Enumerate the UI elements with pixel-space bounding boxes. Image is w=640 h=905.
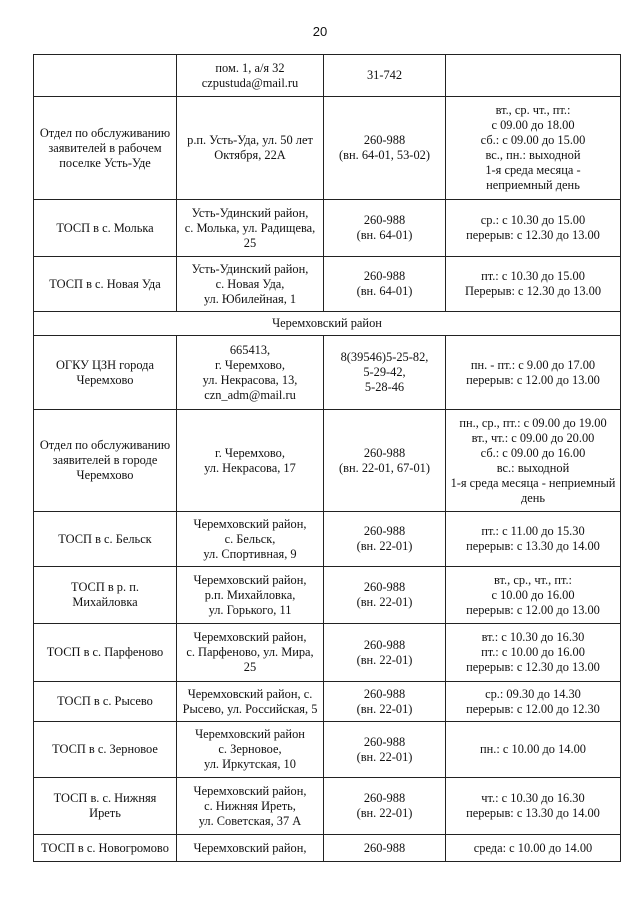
office-name-cell: ТОСП в с. Новогромово [34,835,177,862]
section-heading: Черемховский район [34,312,621,336]
table-row [34,336,621,410]
table-row [34,722,621,778]
table-row [34,55,621,97]
office-name-cell: ТОСП в с. Новая Уда [34,257,177,312]
office-name-cell: Отдел по обслуживанию заявителей в рабочем поселке Усть-Уде [34,97,177,200]
phone-cell: 260-988 (вн. 22-01) [324,778,446,835]
table-row [34,257,621,312]
address-cell: Черемховский район, с. Рысево, ул. Российская, 5 [177,682,324,722]
phone-cell: 260-988 (вн. 22-01) [324,624,446,682]
schedule-cell: пн.: с 10.00 до 14.00 [446,722,621,778]
office-name-cell: ТОСП в. с. Нижняя Иреть [34,778,177,835]
schedule-cell: вт., ср., чт., пт.: с 10.00 до 16.00 перерыв: с 12.00 до 13.00 [446,567,621,624]
address-cell: Черемховский район, с. Парфеново, ул. Мира, 25 [177,624,324,682]
schedule-cell: вт.: с 10.30 до 16.30 пт.: с 10.00 до 16.00 перерыв: с 12.30 до 13.00 [446,624,621,682]
office-name-cell: ТОСП в с. Молька [34,200,177,257]
office-name-cell: ТОСП в с. Рысево [34,682,177,722]
schedule-cell: ср.: 09.30 до 14.30 перерыв: с 12.00 до 12.30 [446,682,621,722]
table-row [34,682,621,722]
schedule-cell: пт.: с 11.00 до 15.30 перерыв: с 13.30 до 14.00 [446,512,621,567]
phone-cell: 260-988 (вн. 64-01) [324,200,446,257]
table-row [34,410,621,512]
schedule-cell: ср.: с 10.30 до 15.00 перерыв: с 12.30 до 13.00 [446,200,621,257]
phone-cell: 260-988 (вн. 22-01) [324,722,446,778]
phone-cell: 260-988 (вн. 22-01, 67-01) [324,410,446,512]
phone-cell: 8(39546)5-25-82, 5-29-42, 5-28-46 [324,336,446,410]
office-name-cell: ТОСП в с. Бельск [34,512,177,567]
schedule-cell: вт., ср. чт., пт.: с 09.00 до 18.00 сб.: с 09.00 до 15.00 вс., пн.: выходной 1-я среда месяца - неприемный день [446,97,621,200]
office-name-cell: ТОСП в с. Парфеново [34,624,177,682]
phone-cell: 31-742 [324,55,446,97]
schedule-cell: среда: с 10.00 до 14.00 [446,835,621,862]
table-row [34,624,621,682]
schedule-cell [446,55,621,97]
office-name-cell: ТОСП в р. п. Михайловка [34,567,177,624]
phone-cell: 260-988 (вн. 22-01) [324,682,446,722]
address-cell: р.п. Усть-Уда, ул. 50 лет Октября, 22А [177,97,324,200]
address-cell: Черемховский район, с. Бельск, ул. Спортивная, 9 [177,512,324,567]
schedule-cell: пн., ср., пт.: с 09.00 до 19.00 вт., чт.: с 09.00 до 20.00 сб.: с 09.00 до 16.00 вс.: выходной 1-я среда месяца - неприемный день [446,410,621,512]
table-row [34,778,621,835]
address-cell: Усть-Удинский район, с. Новая Уда, ул. Юбилейная, 1 [177,257,324,312]
section-row [34,312,621,336]
phone-cell: 260-988 (вн. 64-01, 53-02) [324,97,446,200]
phone-cell: 260-988 [324,835,446,862]
schedule-cell: пт.: с 10.30 до 15.00 Перерыв: с 12.30 до 13.00 [446,257,621,312]
address-cell: Черемховский район с. Зерновое, ул. Иркутская, 10 [177,722,324,778]
phone-cell: 260-988 (вн. 22-01) [324,512,446,567]
address-cell: Черемховский район, [177,835,324,862]
office-name-cell [34,55,177,97]
office-name-cell: ОГКУ ЦЗН города Черемхово [34,336,177,410]
office-name-cell: Отдел по обслуживанию заявителей в городе Черемхово [34,410,177,512]
address-cell: 665413, г. Черемхово, ул. Некрасова, 13, czn_adm@mail.ru [177,336,324,410]
address-cell: пом. 1, а/я 32 czpustuda@mail.ru [177,55,324,97]
address-cell: Черемховский район, с. Нижняя Иреть, ул. Советская, 37 А [177,778,324,835]
table-row [34,97,621,200]
phone-cell: 260-988 (вн. 64-01) [324,257,446,312]
address-cell: Усть-Удинский район, с. Молька, ул. Радищева, 25 [177,200,324,257]
address-cell: г. Черемхово, ул. Некрасова, 17 [177,410,324,512]
branches-table [33,54,621,862]
table-row [34,835,621,862]
table-row [34,512,621,567]
table-row [34,567,621,624]
phone-cell: 260-988 (вн. 22-01) [324,567,446,624]
schedule-cell: чт.: с 10.30 до 16.30 перерыв: с 13.30 до 14.00 [446,778,621,835]
schedule-cell: пн. - пт.: с 9.00 до 17.00 перерыв: с 12.00 до 13.00 [446,336,621,410]
office-name-cell: ТОСП в с. Зерновое [34,722,177,778]
address-cell: Черемховский район, р.п. Михайловка, ул. Горького, 11 [177,567,324,624]
table-row [34,200,621,257]
page-number: 20 [312,24,328,39]
